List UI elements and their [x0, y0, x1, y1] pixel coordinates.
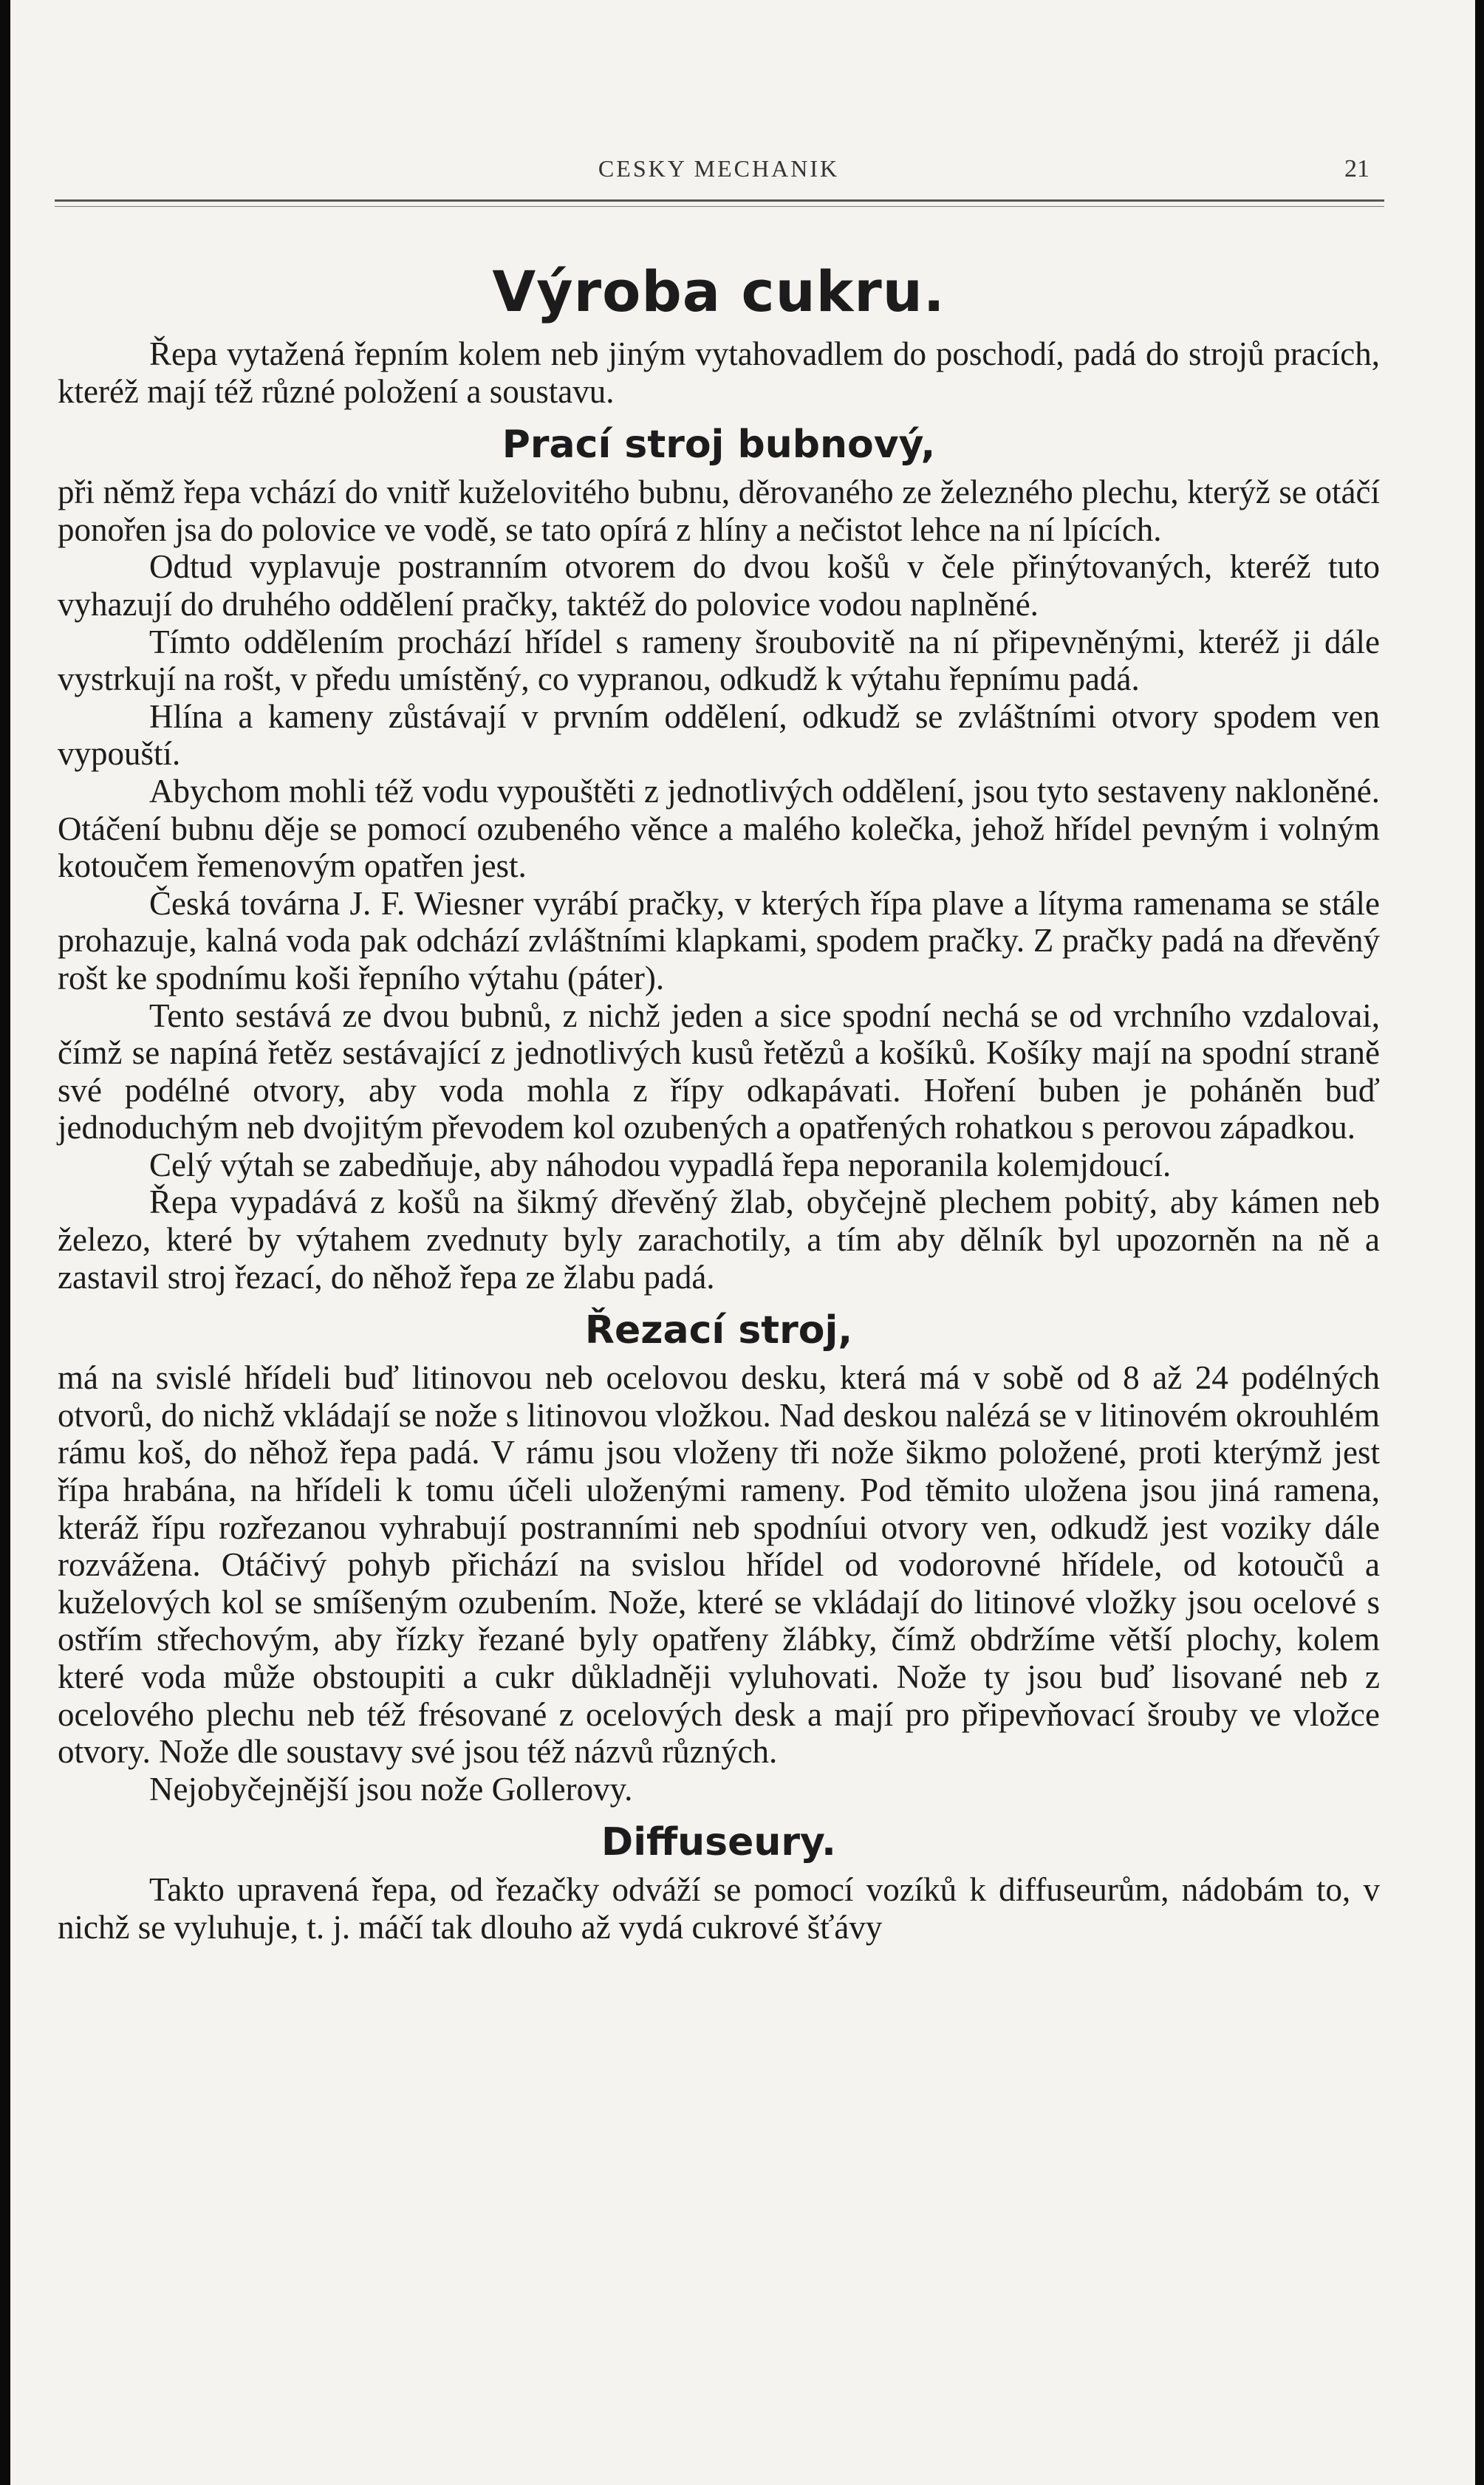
section-heading-cutting-machine: Řezací stroj,: [584, 1308, 853, 1353]
running-head: [58, 155, 1380, 185]
paragraph: Hlína a kameny zůstávají v prvním oddělení, odkudž se zvláštními otvory spodem ven vypouští.: [58, 697, 1380, 773]
paragraph: Takto upravená řepa, od řezačky odváží se pomocí vozíků k diffuseurům, nádobám to, v nichž se vyluhuje, t. j. máčí tak dlouho až vydá cukrové šťávy: [58, 1871, 1380, 1946]
page-number: 21: [1344, 155, 1370, 182]
article: [58, 251, 1380, 1946]
paragraph: Česká továrna J. F. Wiesner vyrábí pračky, v kterých řípa plave a lítyma ramenama se stále prohazuje, kalná voda pak odchází zvláštními klapkami, spodem pračky. Z pračky padá na dřevěný rošt ke spodnímu koši řepního výtahu (páter).: [58, 884, 1380, 997]
paragraph: Nejobyčejnější jsou nože Gollerovy.: [149, 1770, 633, 1808]
paragraph: při němž řepa vchází do vnitř kuželovitého bubnu, děrovaného ze železného plechu, kterýž se otáčí ponořen jsa do polovice ve vodě, se tato opírá z hlíny a nečistot lehce na ní lpících.: [58, 474, 1380, 548]
section-heading-washing-machine: Prací stroj bubnový,: [502, 423, 936, 468]
paragraph: Odtud vyplavuje postranním otvorem do dvou košů v čele přinýtovaných, kteréž tuto vyhazují do druhého oddělení pračky, taktéž do polovice vodou naplněné.: [58, 548, 1380, 623]
paragraph: Řepa vypadává z košů na šikmý dřevěný žlab, obyčejně plechem pobitý, aby kámen neb železo, které by výtahem zvednuty byly zarachotily, a tím aby dělník byl upozorněn na ně a zastavil stroj řezací, do něhož řepa ze žlabu padá.: [58, 1183, 1380, 1296]
paragraph: má na svislé hřídeli buď litinovou neb ocelovou desku, která má v sobě od 8 až 24 podélných otvorů, do nichž vkládají se nože s litinovou vložkou. Nad deskou nalézá se v litinovém okrouhlém rámu koš, do něhož řepa padá. V rámu jsou vloženy tři nože šikmo položené, proti kterýmž jest řípa hrabána, na hřídeli k tomu účeli uloženými rameny. Pod těmito uložena jsou jiná ramena, kteráž řípu rozřezanou vyhrabují postranními neb spodníui otvory ven, odkudž jest voziky dále rozvážena. Otáčivý pohyb přichází na svislou hřídel od vodorovné hřídele, od kotoučů a kuželových kol se smíšeným ozubením. Nože, které se vkládají do litinové vložky jsou ocelové s ostřím střechovým, aby řízky řezané byly opatřeny žlábky, čímž obdržíme větší plochy, kolem které voda může obstoupiti a cukr důkladněji vyluhovati. Nože ty jsou buď lisované neb z ocelového plechu neb též frésované z ocelových desk a mají pro připevňovací šrouby ve vložce otvory. Nože dle soustavy své jsou též názvů různých.: [58, 1359, 1380, 1771]
header-rule: [55, 199, 1384, 207]
paragraph: Abychom mohli též vodu vypouštěti z jednotlivých oddělení, jsou tyto sestaveny nakloněné. Otáčení bubnu děje se pomocí ozubeného věnce a malého kolečka, jehož hřídel pevným i volným kotoučem řemenovým opatřen jest.: [58, 772, 1380, 885]
article-title: Výroba cukru.: [492, 259, 946, 324]
intro-paragraph: Řepa vytažená řepním kolem neb jiným vytahovadlem do poschodí, padá do strojů pracích, kteréž mají též různé položení a soustavu.: [58, 335, 1380, 410]
document-page: [10, 0, 1475, 2485]
paragraph: Tímto oddělením prochází hřídel s rameny šroubovitě na ní připevněnými, kteréž ji dále vystrkují na rošt, v předu umístěný, co vypranou, odkudž k výtahu řepnímu padá.: [58, 623, 1380, 698]
paragraph: Celý výtah se zabedňuje, aby náhodou vypadlá řepa neporanila kolemjdoucí.: [149, 1146, 1172, 1183]
running-title: CESKY MECHANIK: [598, 155, 840, 182]
paragraph: Tento sestává ze dvou bubnů, z nichž jeden a sice spodní nechá se od vrchního vzdalovai, čímž se napíná řetěz sestávající z jednotlivých kusů řetězů a košíků. Košíky mají na spodní straně své podélné otvory, aby voda mohla z řípy odkapávati. Hoření buben je poháněn buď jednoduchým neb dvojitým převodem kol ozubených a opatřených rohatkou s perovou západkou.: [58, 997, 1380, 1146]
section-heading-diffusers: Diffuseury.: [601, 1820, 836, 1865]
